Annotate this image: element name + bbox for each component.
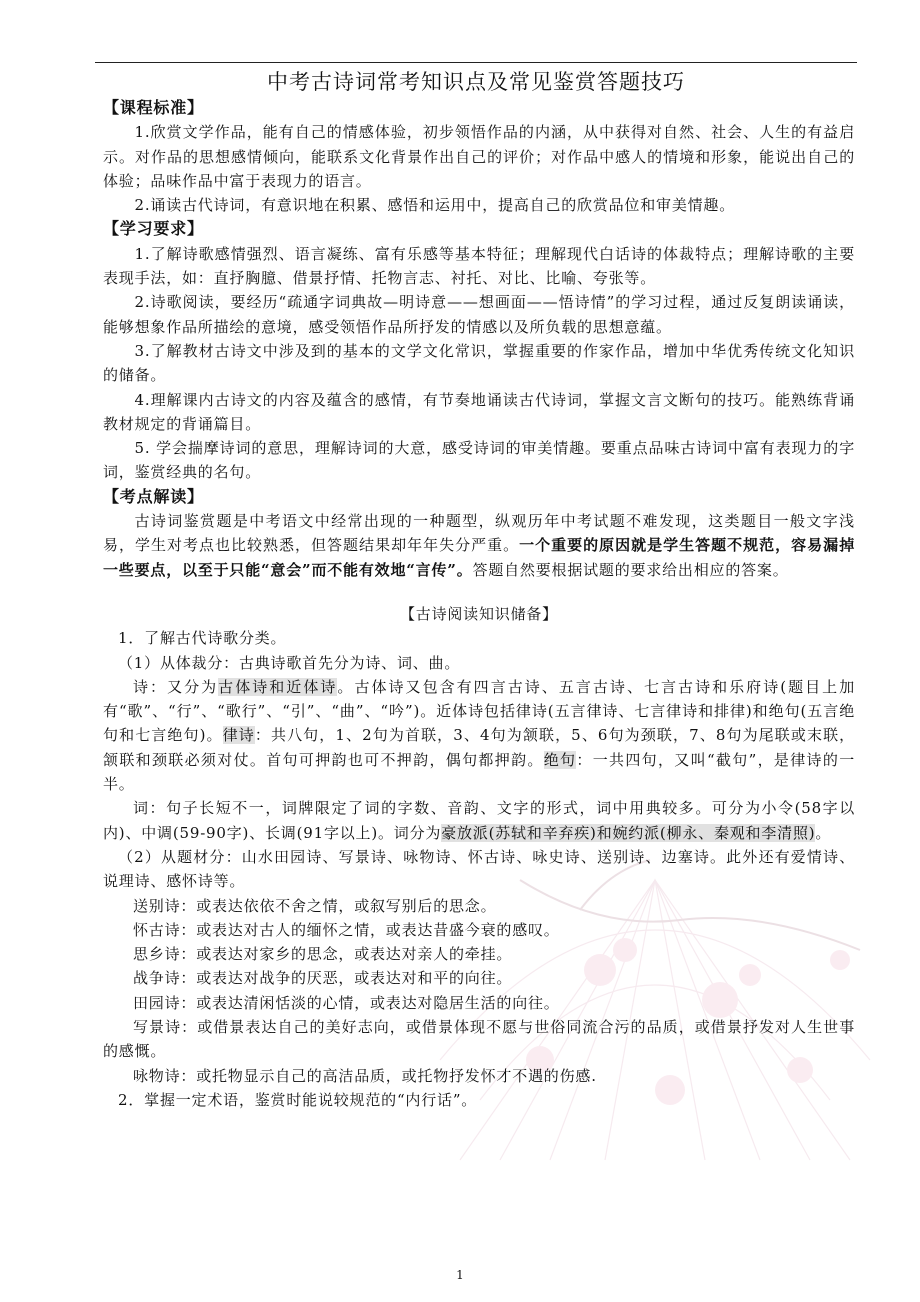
list-item: 战争诗：或表达对战争的厌恶，或表达对和平的向往。 — [133, 969, 513, 988]
text-run: ：共八句，1、2句为首联，3、4句为颔联，5、6句为颈联，7、8句为尾联或末联，颔联和颈联必须对仗。首句可押韵也可不押韵，偶句都押韵。 — [103, 726, 855, 769]
list-item: 1．了解古代诗歌分类。 — [118, 629, 287, 648]
paragraph: 4.理解课内古诗文的内容及蕴含的感情，有节奏地诵读古代诗词，掌握文言文断句的技巧。能熟练背诵教材规定的背诵篇目。 — [103, 390, 855, 433]
list-item: 田园诗：或表达清闲恬淡的心情，或表达对隐居生活的向往。 — [133, 993, 560, 1012]
list-item: （1）从体裁分：古典诗歌首先分为诗、词、曲。 — [118, 653, 461, 672]
list-item: 咏物诗：或托物显示自己的高洁品质，或托物抒发怀才不遇的伤感. — [133, 1066, 597, 1085]
text-run: 。古体诗又包含有四言古诗、五言古诗、七言古诗和乐府诗(题目上加有“歌”、“行”、“歌行”、“引”、“曲”、“吟”)。近体诗包括律诗(五言律诗、七言律诗和排律)和绝句(五言绝句和七言绝句)。 — [103, 677, 856, 745]
list-item: 送别诗：或表达依依不舍之情，或叙写别后的思念。 — [133, 896, 497, 915]
list-item: （2）从题材分：山水田园诗、写景诗、咏物诗、怀古诗、咏史诗、送别诗、边塞诗。此外还有爱情诗、说理诗、感怀诗等。 — [103, 847, 855, 891]
paragraph — [103, 796, 855, 845]
section-heading-exam-points: 【考点解读】 — [103, 486, 204, 506]
text-run: 答题自然要根据试题的要求给出相应的答案。 — [472, 560, 789, 579]
list-item: 2．掌握一定术语，鉴赏时能说较规范的“内行话”。 — [118, 1090, 478, 1109]
highlighted-text: 豪放派(苏轼和辛弃疾)和婉约派(柳永、秦观和李清照) — [441, 823, 816, 842]
section-heading-curriculum: 【课程标准】 — [103, 98, 204, 117]
text-run: 。 — [815, 823, 832, 842]
highlighted-text: 古体诗和近体诗 — [218, 677, 338, 696]
text-run: 古诗词鉴赏题是中考语文中经常出现的一种题型，纵观历年中考试题不难发现，这类题目一般文字浅易，学生对考点也比较熟悉，但答题结果却年年失分严重。 — [103, 512, 855, 555]
header-rule — [95, 62, 857, 63]
paragraph: 2.诵读古代诗词，有意识地在积累、感悟和运用中，提高自己的欣赏品位和审美情趣。 — [134, 196, 736, 215]
text-run: 诗：又分为 — [133, 677, 219, 696]
text-run: ：一共四句，又叫“截句”，是律诗的一半。 — [103, 750, 855, 794]
document-body — [103, 96, 855, 1112]
paragraph: 2.诗歌阅读，要经历“疏通字词典故—明诗意——想画面——悟诗情”的学习过程，通过反复朗读诵读，能够想象作品所描绘的意境，感受领悟作品所抒发的情感以及所负载的思想意蕴。 — [103, 293, 855, 336]
document-title: 中考古诗词常考知识点及常见鉴赏答题技巧 — [267, 70, 685, 94]
bold-text-run: 一个重要的原因就是学生答题不规范，容易漏掉一些要点，以至于只能“意会”而不能有效地“言传”。 — [103, 536, 855, 579]
highlighted-text: 律诗 — [222, 726, 255, 745]
section-heading-requirements: 【学习要求】 — [103, 219, 204, 239]
paragraph: 3.了解教材古诗文中涉及到的基本的文学文化常识，掌握重要的作家作品，增加中华优秀传统文化知识的储备。 — [103, 341, 855, 385]
highlighted-text: 绝句 — [543, 750, 577, 769]
paragraph: 1.了解诗歌感情强烈、语言凝练、富有乐感等基本特征；理解现代白话诗的体裁特点；理解诗歌的主要表现手法，如：直抒胸臆、借景抒情、托物言志、衬托、对比、比喻、夸张等。 — [103, 244, 855, 288]
paragraph: 1.欣赏文学作品，能有自己的情感体验，初步领悟作品的内涵，从中获得对自然、社会、人生的有益启示。对作品的思想感情倾向，能联系文化背景作出自己的评价；对作品中感人的情境和形象，能说出自己的体验；品味作品中富于表现力的语言。 — [103, 123, 855, 190]
paragraph — [103, 509, 855, 582]
page-number: 1 — [456, 1268, 464, 1282]
text-run: 词：句子长短不一，词牌限定了词的字数、音韵、文字的形式，词中用典较多。可分为小令(58字以内)、中调(59-90字)、长调(91字以上)。词分为 — [103, 799, 855, 842]
paragraph: 5. 学会揣摩诗词的意思，理解诗词的大意，感受诗词的审美情趣。要重点品味古诗词中富有表现力的字词，鉴赏经典的名句。 — [103, 439, 855, 482]
paragraph — [103, 675, 855, 796]
list-item: 思乡诗：或表达对家乡的思念，或表达对亲人的牵挂。 — [133, 945, 513, 964]
list-item: 写景诗：或借景表达自己的美好志向，或借景体现不愿与世俗同流合污的品质，或借景抒发对人生世事的感慨。 — [103, 1017, 855, 1061]
section-heading-knowledge: 【古诗阅读知识储备】 — [399, 604, 558, 623]
list-item: 怀古诗：或表达对古人的缅怀之情，或表达昔盛今衰的感叹。 — [133, 920, 560, 939]
